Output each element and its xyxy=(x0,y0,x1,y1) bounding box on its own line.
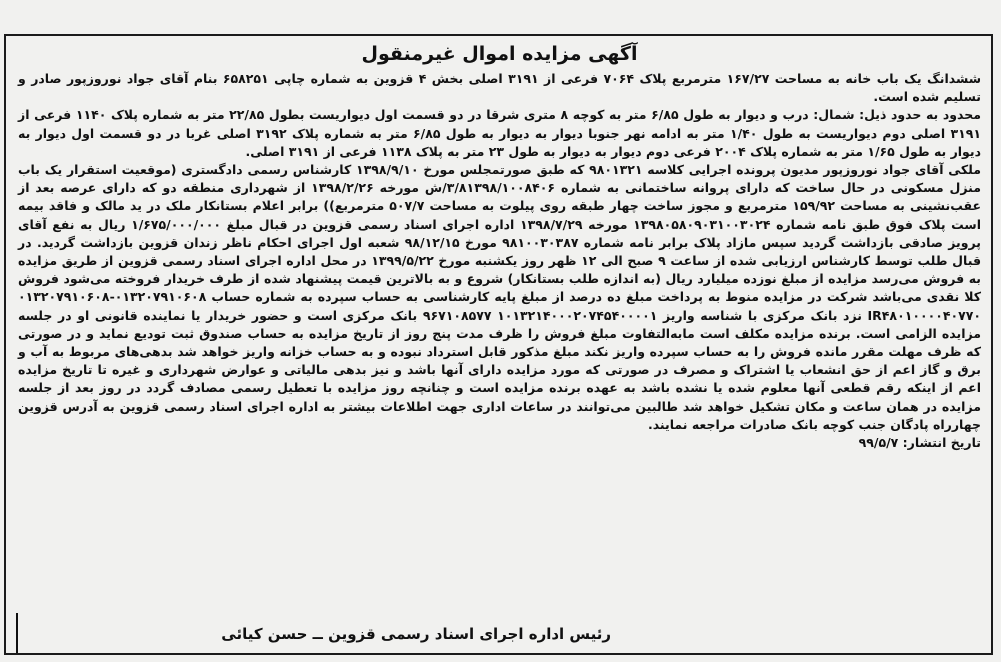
notice-paragraph-details: ملکی آقای جواد نوروزپور مدیون پرونده اجرایی کلاسه ۹۸۰۱۳۲۱ که طبق صورتمجلس مورخ ۱۳۹۸/۹/۱۰ کارشناس رسمی دادگستری (موقعیت استقرار یک باب منزل مسکونی در حال ساخت که دارای پروانه ساختمانی به شماره ۳/۸۱۳۹۸/۱۰۰۸۴۰۶/ش مورخه ۱۳۹۸/۲/۲۶ از شهرداری منطقه دو که دارای عرصه بعد از عقب‌نشینی به مساحت ۱۵۹/۹۲ مترمربع و مجوز ساخت چهار طبقه روی پیلوت به مساحت ۵۰۷/۷ مترمربع)) برابر اعلام بستانکار ملک در ید مالک و فاقد بیمه است پلاک فوق طبق نامه شماره ۱۳۹۸۰۵۸۰۹۰۳۱۰۰۳۰۲۴ مورخه ۱۳۹۸/۷/۲۹ اداره اجرای اسناد رسمی قزوین در قبال مبلغ ۱/۶۷۵/۰۰۰/۰۰۰ ریال به نفع آقای پرویز صادقی بازداشت گردید سپس مازاد پلاک برابر نامه شماره ۹۸۱۰۰۳۰۳۸۷ مورخ ۹۸/۱۲/۱۵ شعبه اول اجرای احکام ناظر زندان قزوین بازداشت گردید. در قبال طلب توسط کارشناس ارزیابی شده از ساعت ۹ صبح الی ۱۲ ظهر روز یکشنبه مورخ ۱۳۹۹/۵/۲۲ در محل اداره اجرای اسناد رسمی قزوین از طریق مزایده به فروش می‌رسد مزایده از مبلغ نوزده میلیارد ریال (به اندازه طلب بستانکار) شروع و به بالاترین قیمت پیشنهاد شده از طرف خریدار فروخته می‌شود فروش کلا نقدی می‌باشد شرکت در مزایده منوط به پرداخت مبلغ ده درصد از مبلغ پایه کارشناسی به حساب سپرده به شماره حساب ۰۱۳۲۰۷۹۱۰۶۰۸-۰۱۳۲۰۷۹۱۰۶۰۸ IR۴۸۰۱۰۰۰۰۴۰۷۷۰ نزد بانک مرکزی با شناسه واریز ۱۰۱۳۲۱۴۰۰۰۲۰۷۴۵۴۰۰۰۰۱ ۹۶۷۱۰۸۵۷۷ بانک مرکزی است و حضور خریدار یا نماینده قانونی او در جلسه مزایده الزامی است. برنده مزایده مکلف است مابه‌التفاوت مبلغ فروش را ظرف مدت پنج روز از تاریخ مزایده به حساب صندوق ثبت تودیع نماید و در صورتی که ظرف مهلت مقرر مانده فروش را به حساب سپرده واریز نکند مبلغ مذکور قابل استرداد نبوده و به حساب خزانه واریز خواهد شد بدهی‌های مربوط به آب و برق و گاز اعم از حق انشعاب یا اشتراک و مصرف در صورتی که مورد مزایده دارای آنها باشد و نیز بدهی مالیاتی و عوارض شهرداری و غیره تا تاریخ مزایده اعم از اینکه رقم قطعی آنها معلوم شده یا نشده باشد به عهده برنده مزایده است و چنانچه روز مزایده با تعطیل رسمی مصادف گردد در روز بعد از جلسه مزایده در همان ساعت و مکان تشکیل خواهد شد طالبین می‌توانند در ساعات اداری جهت اطلاعات بیشتر به اداره اجرای اسناد رسمی قزوین به آدرس قزوین چهارراه پادگان جنب کوچه بانک صادرات مراجعه نمایند. xyxy=(18,162,982,432)
publication-date-label: تاریخ انتشار: xyxy=(902,435,981,451)
notice-signature: رئیس اداره اجرای اسناد رسمی قزوین ــ حسن کیائی xyxy=(221,625,611,643)
notice-paragraph-property: ششدانگ یک باب خانه به مساحت ۱۶۷/۲۷ مترمربع پلاک ۷۰۶۴ فرعی از ۳۱۹۱ اصلی بخش ۴ قزوین به شماره چاپی ۶۵۸۲۵۱ بنام آقای جواد نوروزپور صادر و تسلیم شده است. xyxy=(18,71,981,105)
notice-body xyxy=(18,70,981,434)
notice-frame xyxy=(4,34,993,655)
notice-paragraph-boundaries: محدود به حدود ذیل: شمال: درب و دیوار به طول ۶/۸۵ متر به کوچه ۸ متری شرقا در دو قسمت اول دیواریست بطول ۲۲/۸۵ متر به شماره پلاک ۱۱۴۰ فرعی از ۳۱۹۱ اصلی دوم دیواریست به طول ۱/۴۰ متر به ادامه نهر جنوبا دیوار به دیوار به طول ۶/۸۵ متر به شماره پلاک ۳۱۹۲ اصلی غربا در دو قسمت اول دیوار به دیوار به طول ۱/۶۵ متر به شماره پلاک ۲۰۰۴ فرعی دوم دیوار به دیوار به طول ۲۳ متر به پلاک ۱۱۳۸ فرعی از ۳۱۹۱ اصلی. xyxy=(18,107,982,159)
notice-content xyxy=(18,42,981,647)
border-mark xyxy=(16,613,26,653)
notice-title: آگهی مزایده اموال غیرمنقول xyxy=(361,43,638,65)
publication-date-value: ۹۹/۵/۷ xyxy=(858,435,899,451)
publication-date-line xyxy=(18,434,981,452)
